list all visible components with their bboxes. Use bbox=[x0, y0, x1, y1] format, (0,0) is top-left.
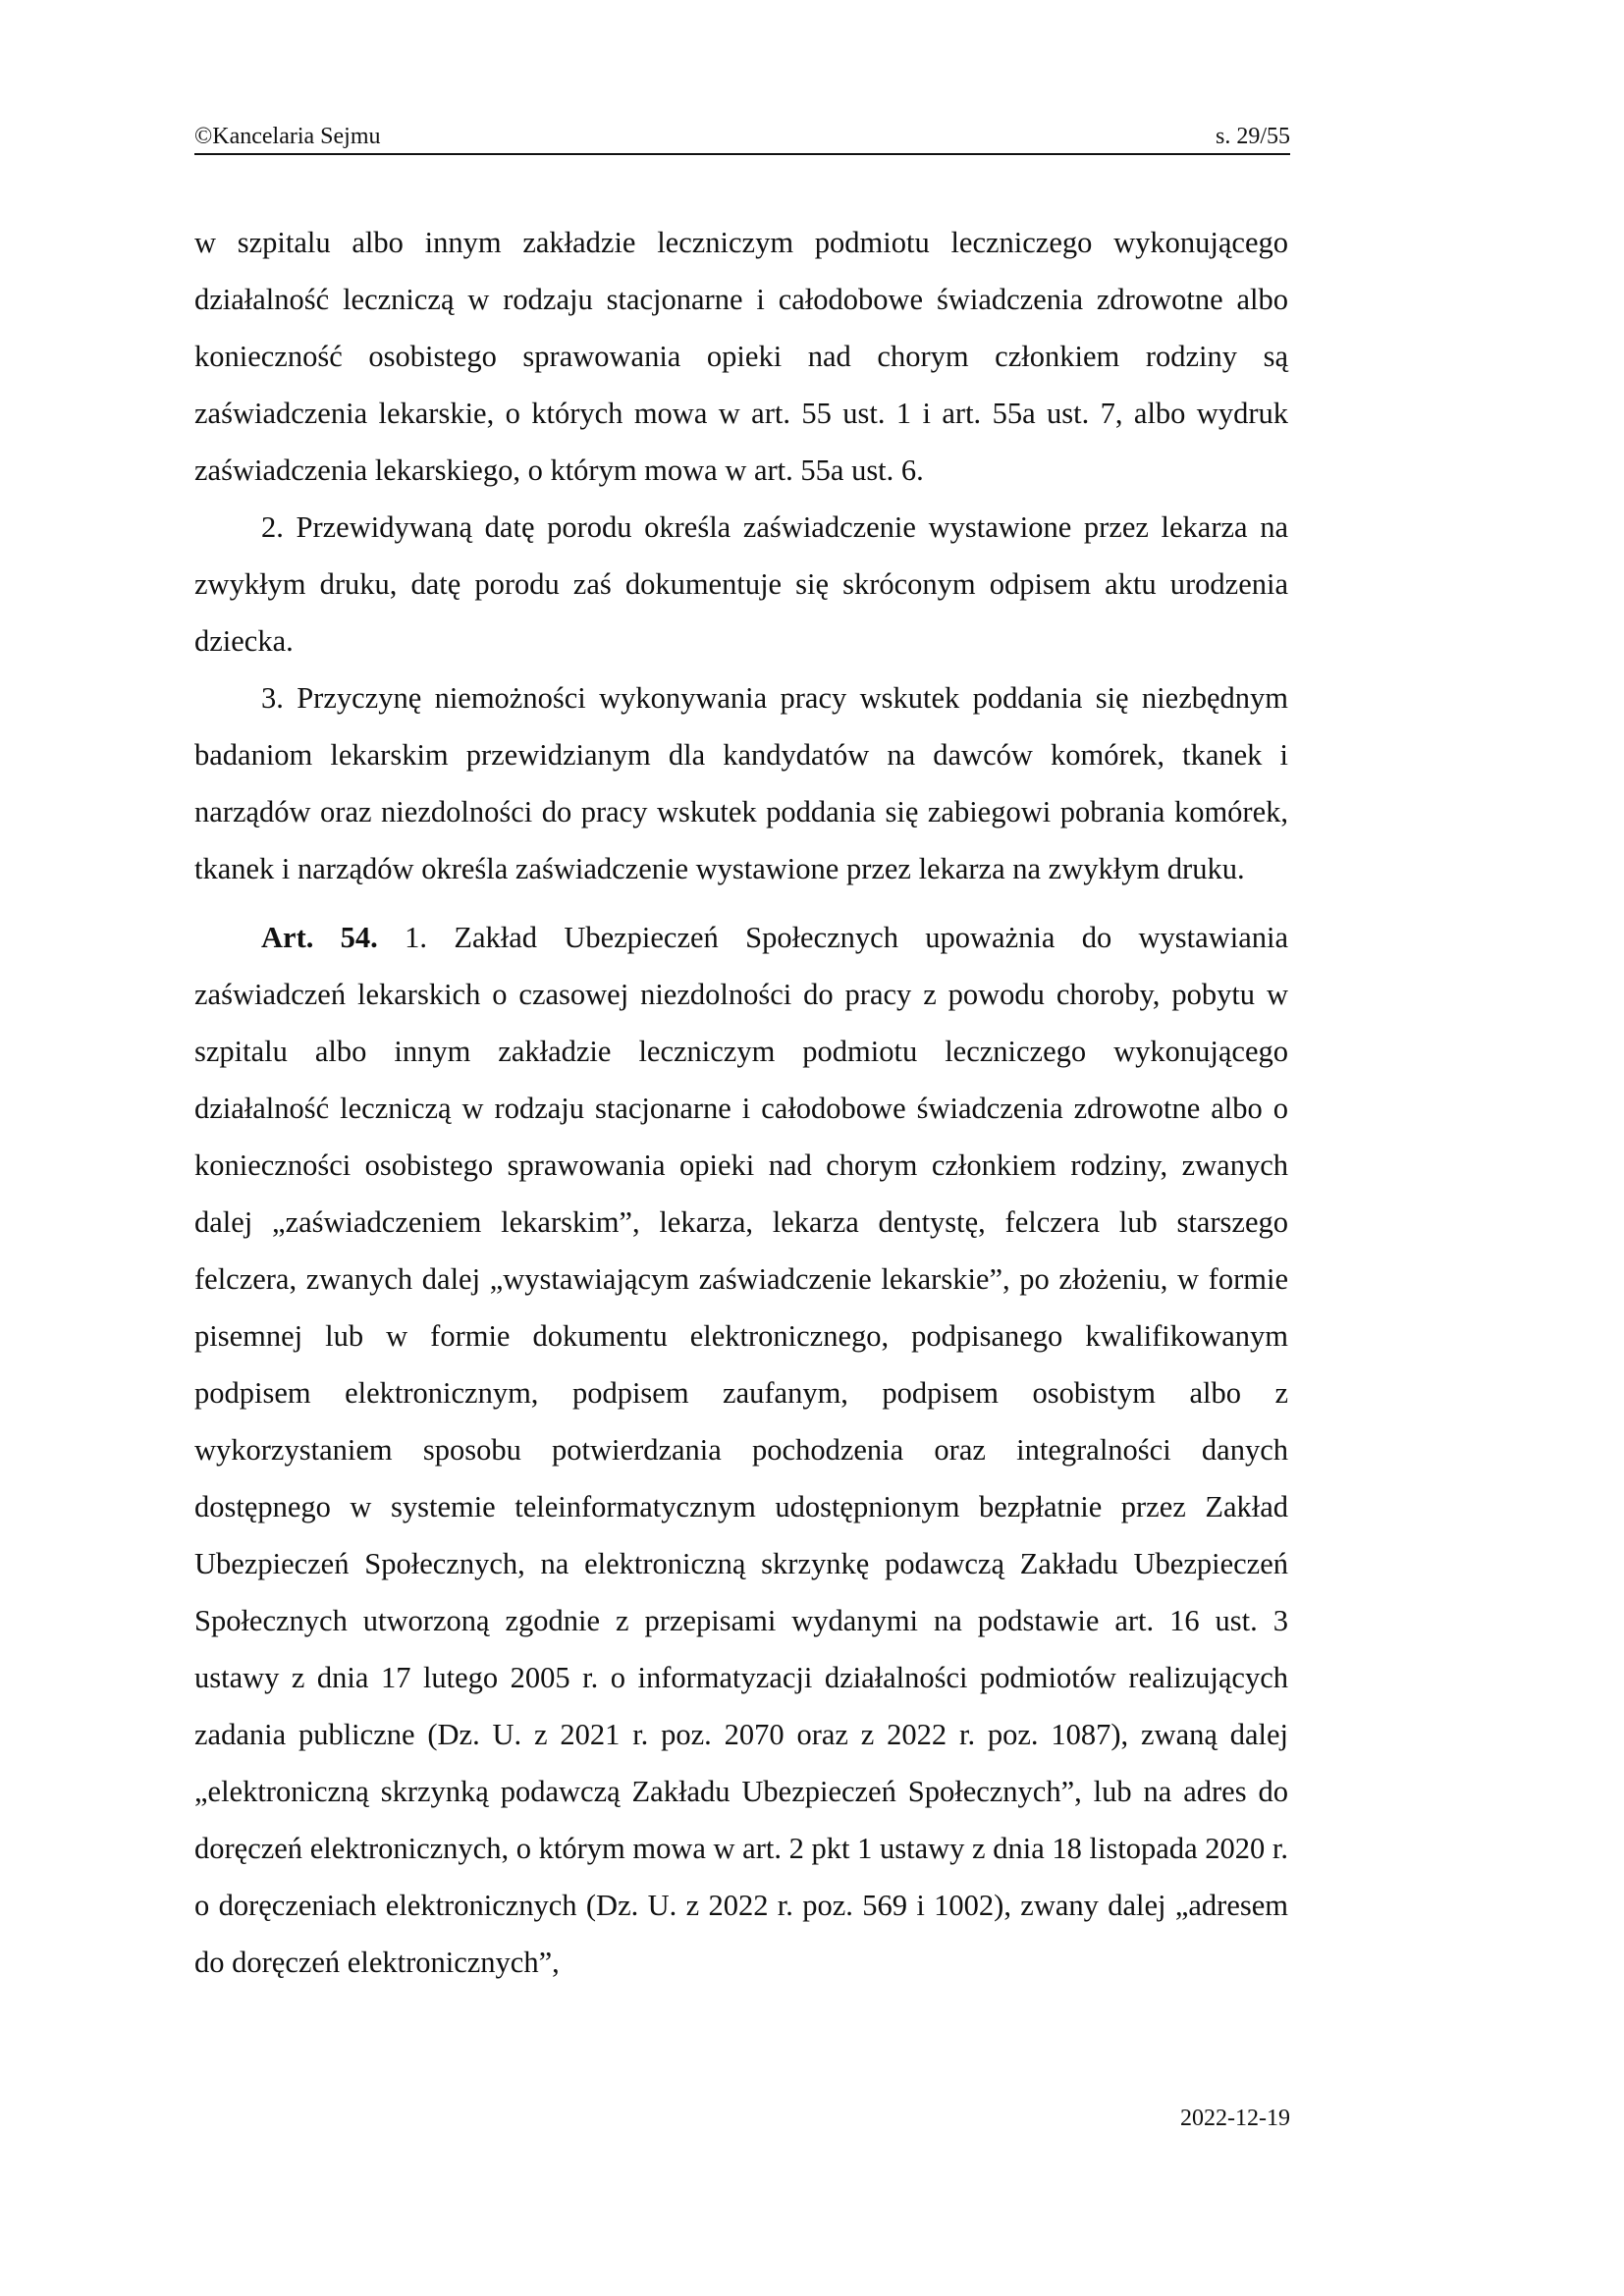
article-text: 1. Zakład Ubezpieczeń Społecznych upoważnia do wystawiania zaświadczeń lekarskich o czasowej niezdolności do pracy z powodu choroby, pobytu w szpitalu albo innym zakładzie leczniczym podmiotu leczniczego wykonującego działalność leczniczą w rodzaju stacjonarne i całodobowe świadczenia zdrowotne albo o konieczności osobistego sprawowania opieki nad chorym członkiem rodziny, zwanych dalej „zaświadczeniem lekarskim”, lekarza, lekarza dentystę, felczera lub starszego felczera, zwanych dalej „wystawiającym zaświadczenie lekarskie”, po złożeniu, w formie pisemnej lub w formie dokumentu elektronicznego, podpisanego kwalifikowanym podpisem elektronicznym, podpisem zaufanym, podpisem osobistym albo z wykorzystaniem sposobu potwierdzania pochodzenia oraz integralności danych dostępnego w systemie teleinformatycznym udostępnionym bezpłatnie przez Zakład Ubezpieczeń Społecznych, na elektroniczną skrzynkę podawczą Zakładu Ubezpieczeń Społecznych utworzoną zgodnie z przepisami wydanymi na podstawie art. 16 ust. 3 ustawy z dnia 17 lutego 2005 r. o informatyzacji działalności podmiotów realizujących zadania publiczne (Dz. U. z 2021 r. poz. 2070 oraz z 2022 r. poz. 1087), zwaną dalej „elektroniczną skrzynką podawczą Zakładu Ubezpieczeń Społecznych”, lub na adres do doręczeń elektronicznych, o którym mowa w art. 2 pkt 1 ustawy z dnia 18 listopada 2020 r. o doręczeniach elektronicznych (Dz. U. z 2022 r. poz. 569 i 1002), zwany dalej „adresem do doręczeń elektronicznych”, bbox=[194, 921, 1288, 1979]
footer-date: 2022-12-19 bbox=[1180, 2106, 1290, 2131]
paragraph-3: 3. Przyczynę niemożności wykonywania pracy wskutek poddania się niezbędnym badaniom lekarskim przewidzianym dla kandydatów na dawców komórek, tkanek i narządów oraz niezdolności do pracy wskutek poddania się zabiegowi pobrania komórek, tkanek i narządów określa zaświadczenie wystawione przez lekarza na zwykłym druku. bbox=[194, 681, 1288, 885]
document-body bbox=[194, 214, 1288, 1991]
article-54 bbox=[194, 909, 1288, 1991]
paragraph-continuation: w szpitalu albo innym zakładzie leczniczym podmiotu leczniczego wykonującego działalność leczniczą w rodzaju stacjonarne i całodobowe świadczenia zdrowotne albo konieczność osobistego sprawowania opieki nad chorym członkiem rodziny są zaświadczenia lekarskie, o których mowa w art. 55 ust. 1 i art. 55a ust. 7, albo wydruk zaświadczenia lekarskiego, o którym mowa w art. 55a ust. 6. bbox=[194, 226, 1288, 487]
page-header bbox=[194, 124, 1290, 155]
header-source: ©Kancelaria Sejmu bbox=[194, 124, 381, 149]
paragraph-2: 2. Przewidywaną datę porodu określa zaświadczenie wystawione przez lekarza na zwykłym druku, datę porodu zaś dokumentuje się skróconym odpisem aktu urodzenia dziecka. bbox=[194, 510, 1288, 658]
article-label: Art. 54. bbox=[261, 921, 378, 954]
header-page-number: s. 29/55 bbox=[1215, 124, 1290, 149]
